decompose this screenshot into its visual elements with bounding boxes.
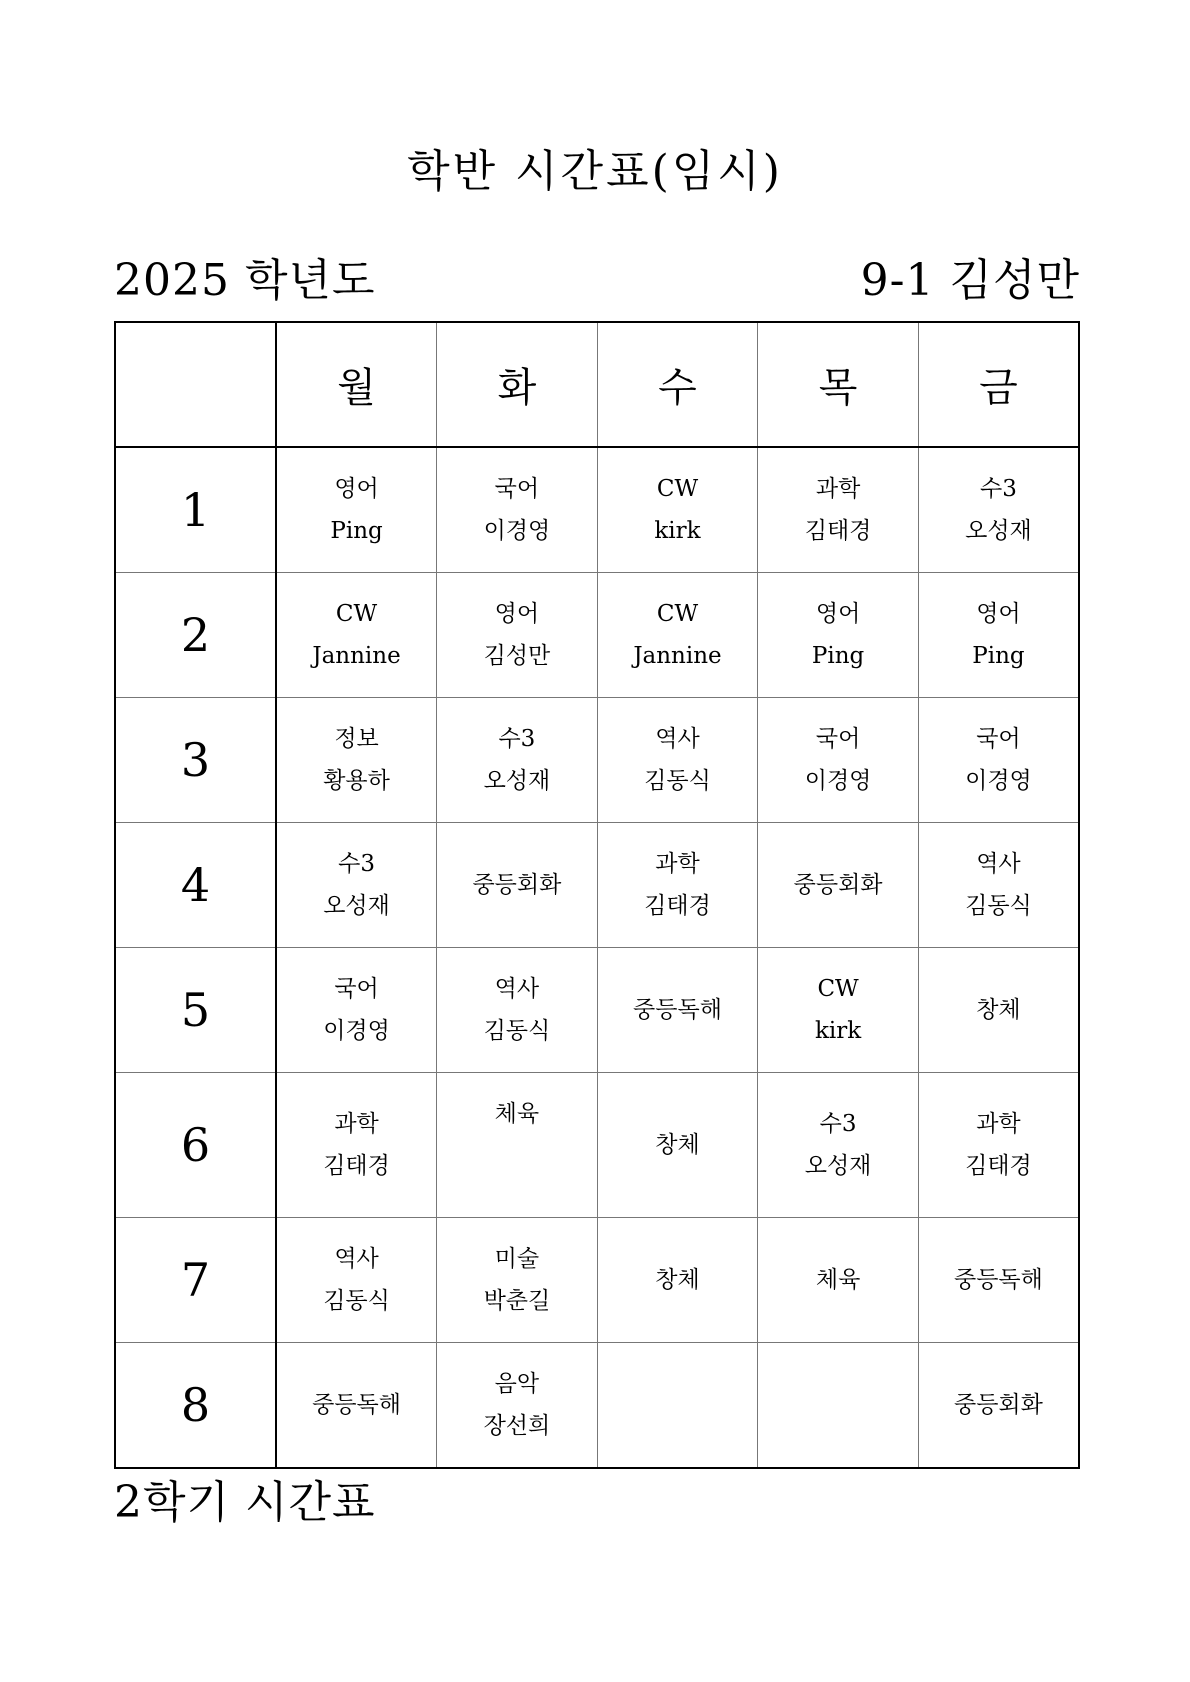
subject: 국어: [976, 726, 1021, 752]
teacher: Ping: [972, 643, 1025, 669]
class-cell: [918, 1073, 1079, 1218]
timetable-header-row: [115, 322, 1079, 447]
teacher: 오성재: [965, 518, 1032, 544]
page-title: 학반 시간표(임시): [407, 146, 783, 197]
period-row-4: [115, 823, 1079, 948]
subject: 중등회화: [793, 872, 883, 898]
semester-label: 2학기 시간표: [114, 1477, 376, 1528]
subject: 수3: [498, 726, 536, 752]
period-number: 7: [115, 1218, 276, 1343]
class-cell: [597, 823, 758, 948]
subject: 영어: [494, 601, 540, 627]
teacher: 이경영: [804, 768, 872, 794]
subject: 중등독해: [312, 1392, 401, 1418]
period-number: 1: [115, 447, 276, 573]
subject: 국어: [334, 976, 379, 1002]
teacher: 김태경: [804, 518, 872, 544]
subject: 창체: [655, 1132, 700, 1158]
subject: 국어: [815, 726, 861, 752]
class-cell: [918, 1218, 1079, 1343]
class-cell: [758, 447, 919, 573]
class-cell: [597, 447, 758, 573]
subject: 중등회화: [472, 872, 562, 898]
teacher: 김태경: [644, 893, 711, 919]
subject: 역사: [655, 726, 700, 752]
teacher: 김동식: [644, 768, 711, 794]
teacher: kirk: [654, 518, 701, 544]
teacher: 오성재: [483, 768, 551, 794]
subject: 수3: [980, 476, 1017, 502]
teacher: 김태경: [323, 1153, 390, 1179]
teacher: Ping: [811, 643, 865, 669]
teacher: 김동식: [483, 1018, 551, 1044]
subject: 창체: [976, 997, 1021, 1023]
subject: 수3: [819, 1111, 857, 1137]
class-cell: [597, 1218, 758, 1343]
subject: 창체: [655, 1267, 700, 1293]
subject: 과학: [655, 851, 700, 877]
day-header-wed: 수: [597, 322, 758, 447]
class-cell-empty: [758, 1343, 919, 1469]
class-cell: [758, 698, 919, 823]
subject: 미술: [494, 1246, 540, 1272]
class-cell: [276, 573, 437, 698]
class-cell: [437, 698, 598, 823]
period-number: 4: [115, 823, 276, 948]
class-cell: [276, 698, 437, 823]
subject: 영어: [815, 601, 861, 627]
teacher: 이경영: [323, 1018, 390, 1044]
class-cell: [276, 1073, 437, 1218]
period-number: 5: [115, 948, 276, 1073]
class-cell: [758, 573, 919, 698]
period-number: 8: [115, 1343, 276, 1469]
corner-cell: [115, 322, 276, 447]
class-cell: [597, 948, 758, 1073]
teacher: 박춘길: [483, 1288, 551, 1314]
class-cell: [276, 447, 437, 573]
teacher: 이경영: [965, 768, 1032, 794]
teacher: 황용하: [323, 768, 390, 794]
teacher: 오성재: [323, 893, 390, 919]
subject: 체육: [494, 1101, 540, 1127]
class-teacher-label: 9-1 김성만: [860, 255, 1080, 306]
subject: 과학: [976, 1111, 1021, 1137]
class-cell: [437, 447, 598, 573]
teacher: 김태경: [965, 1153, 1032, 1179]
subject: 과학: [815, 476, 861, 502]
subject: 영어: [976, 601, 1021, 627]
subject: 음악: [494, 1371, 540, 1397]
class-cell: [276, 1343, 437, 1469]
period-row-7: [115, 1218, 1079, 1343]
subject: CW: [656, 601, 699, 627]
class-cell: [597, 573, 758, 698]
period-number: 3: [115, 698, 276, 823]
subject: 체육: [815, 1267, 861, 1293]
teacher: Jannine: [633, 643, 722, 669]
day-header-tue: 화: [437, 322, 598, 447]
class-cell: [758, 1218, 919, 1343]
class-cell: [918, 948, 1079, 1073]
class-cell: [758, 1073, 919, 1218]
subject: 수3: [338, 851, 375, 877]
subject: 국어: [494, 476, 540, 502]
period-row-3: [115, 698, 1079, 823]
teacher: 김동식: [323, 1288, 390, 1314]
class-cell: [597, 698, 758, 823]
teacher: Jannine: [312, 643, 401, 669]
class-cell: [437, 1343, 598, 1469]
class-cell: [437, 823, 598, 948]
subject: 역사: [976, 851, 1021, 877]
subject: 중등회화: [954, 1392, 1043, 1418]
subject: 영어: [334, 476, 379, 502]
period-row-1: [115, 447, 1079, 573]
class-cell: [918, 698, 1079, 823]
subject: 중등독해: [954, 1267, 1043, 1293]
period-number: 2: [115, 573, 276, 698]
class-cell: [276, 1218, 437, 1343]
period-row-5: [115, 948, 1079, 1073]
teacher: 김동식: [965, 893, 1032, 919]
class-cell: [918, 573, 1079, 698]
period-row-6: [115, 1073, 1079, 1218]
class-cell: [437, 1073, 598, 1218]
class-cell-empty: [597, 1343, 758, 1469]
day-header-fri: 금: [918, 322, 1079, 447]
class-cell: [276, 823, 437, 948]
period-row-2: [115, 573, 1079, 698]
subject: 역사: [334, 1246, 379, 1272]
teacher: Ping: [330, 518, 383, 544]
period-row-8: [115, 1343, 1079, 1469]
class-cell: [276, 948, 437, 1073]
teacher: 김성만: [483, 643, 551, 669]
class-cell: [918, 447, 1079, 573]
school-year-label: 2025 학년도: [114, 255, 376, 306]
class-cell: [437, 573, 598, 698]
subject: 정보: [334, 726, 379, 752]
subject: 중등독해: [633, 997, 722, 1023]
class-cell: [437, 1218, 598, 1343]
period-number: 6: [115, 1073, 276, 1218]
class-cell: [758, 823, 919, 948]
class-cell: [437, 948, 598, 1073]
class-cell: [918, 823, 1079, 948]
subject: 과학: [334, 1111, 379, 1137]
teacher: 장선희: [483, 1413, 551, 1439]
subject: 역사: [494, 976, 540, 1002]
subject: CW: [817, 976, 859, 1002]
class-cell: [597, 1073, 758, 1218]
class-cell: [918, 1343, 1079, 1469]
class-cell: [758, 948, 919, 1073]
timetable: [114, 321, 1080, 1469]
subject: CW: [335, 601, 378, 627]
teacher: 이경영: [483, 518, 551, 544]
subject: CW: [656, 476, 699, 502]
teacher: kirk: [814, 1018, 862, 1044]
teacher: 오성재: [804, 1153, 872, 1179]
day-header-mon: 월: [276, 322, 437, 447]
day-header-thu: 목: [758, 322, 919, 447]
